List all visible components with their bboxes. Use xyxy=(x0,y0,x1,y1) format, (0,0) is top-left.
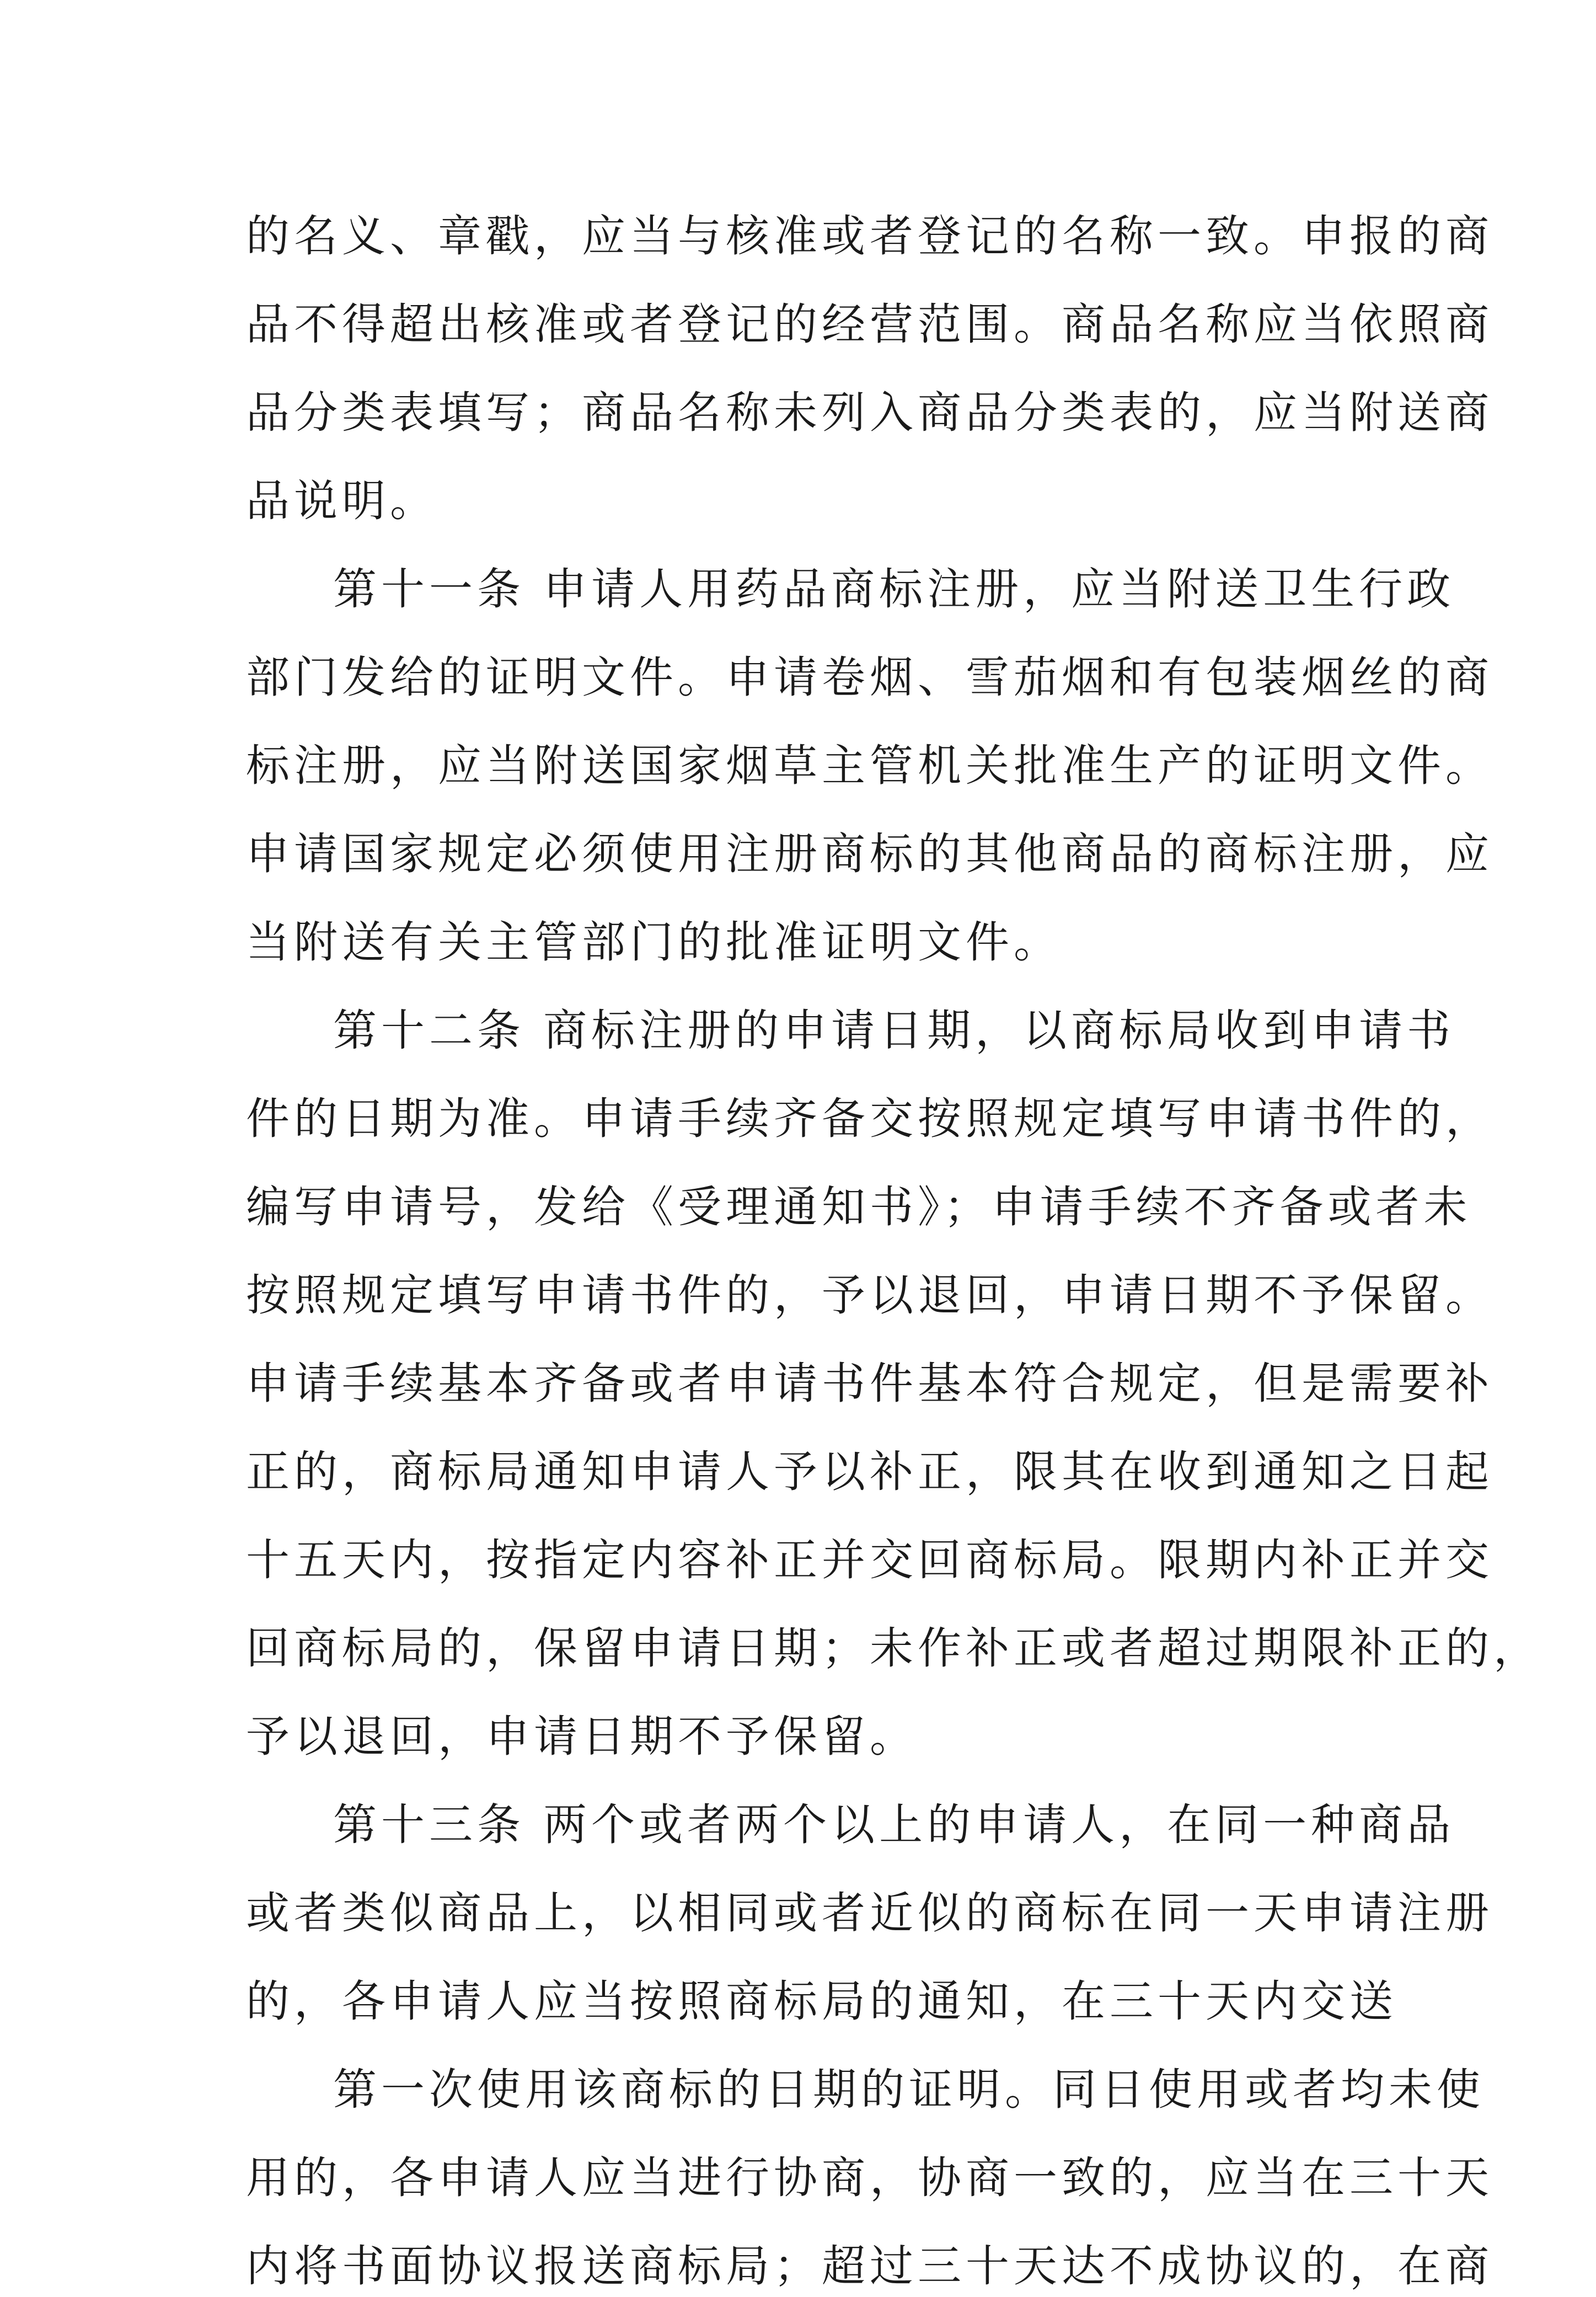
text-line: 予以退回，申请日期不予保留。 xyxy=(246,1711,918,1762)
text-line: 品说明。 xyxy=(246,476,438,526)
text-line: 品分类表填写；商品名称未列入商品分类表的，应当附送商 xyxy=(246,387,1493,438)
article-12-heading-line: 第十二条 商标注册的申请日期，以商标局收到申请书 xyxy=(333,1005,1455,1056)
text-line: 用的，各申请人应当进行协商，协商一致的，应当在三十天 xyxy=(246,2152,1493,2203)
text-line: 正的，商标局通知申请人予以补正，限其在收到通知之日起 xyxy=(246,1446,1493,1497)
text-line: 十五天内，按指定内容补正并交回商标局。限期内补正并交 xyxy=(246,1535,1493,1585)
article-13-heading-line: 第十三条 两个或者两个以上的申请人，在同一种商品 xyxy=(333,1799,1455,1850)
text-line: 申请手续基本齐备或者申请书件基本符合规定，但是需要补 xyxy=(246,1358,1493,1409)
text-line: 第一次使用该商标的日期的证明。同日使用或者均未使 xyxy=(333,2064,1485,2115)
text-line: 标注册，应当附送国家烟草主管机关批准生产的证明文件。 xyxy=(246,740,1493,791)
article-11-heading-line: 第十一条 申请人用药品商标注册，应当附送卫生行政 xyxy=(333,564,1455,615)
text-line: 件的日期为准。申请手续齐备交按照规定填写申请书件的， xyxy=(246,1093,1493,1144)
text-line: 内将书面协议报送商标局；超过三十天达不成协议的，在商 xyxy=(246,2241,1493,2291)
text-line: 的，各申请人应当按照商标局的通知，在三十天内交送 xyxy=(246,1976,1397,2027)
text-line: 回商标局的，保留申请日期；未作补正或者超过期限补正的， xyxy=(246,1623,1541,1674)
text-line: 部门发给的证明文件。申请卷烟、雪茄烟和有包装烟丝的商 xyxy=(246,652,1493,703)
text-line: 当附送有关主管部门的批准证明文件。 xyxy=(246,917,1062,968)
text-line: 的名义、章戳，应当与核准或者登记的名称一致。申报的商 xyxy=(246,211,1493,261)
text-line: 品不得超出核准或者登记的经营范围。商品名称应当依照商 xyxy=(246,299,1493,350)
text-line: 申请国家规定必须使用注册商标的其他商品的商标注册，应 xyxy=(246,829,1493,879)
text-line: 或者类似商品上，以相同或者近似的商标在同一天申请注册 xyxy=(246,1888,1493,1938)
text-line: 按照规定填写申请书件的，予以退回，申请日期不予保留。 xyxy=(246,1270,1493,1321)
text-line: 编写申请号，发给《受理通知书》；申请手续不齐备或者未 xyxy=(246,1182,1472,1232)
